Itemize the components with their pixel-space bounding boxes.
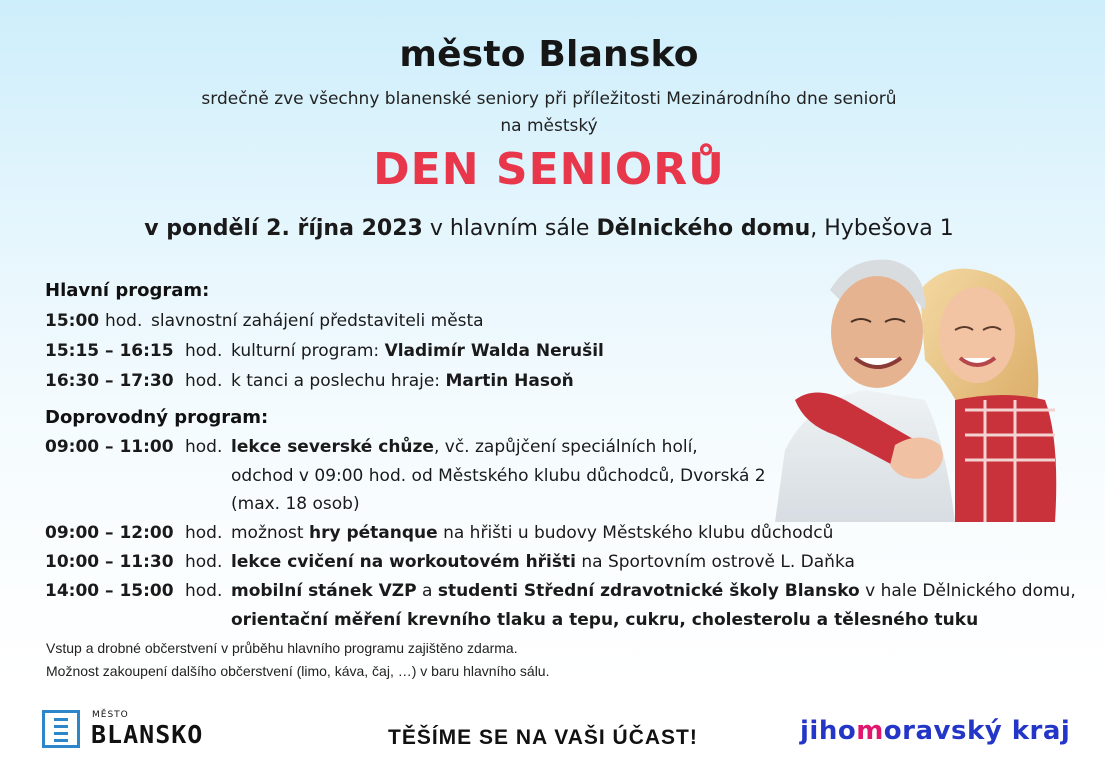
program-time: 16:30 – 17:30	[45, 371, 174, 391]
logo-big-text: BLANSKO	[91, 720, 204, 749]
program-text	[231, 581, 1076, 601]
program-text-plain: , vč. zapůjčení speciálních holí,	[433, 437, 698, 457]
event-date: v pondělí 2. října 2023	[144, 216, 423, 241]
program-text	[231, 371, 574, 391]
city-title: město Blansko	[399, 34, 699, 75]
place-address: , Hybešova 1	[810, 216, 954, 241]
program-performer: Martin Hasoň	[445, 371, 574, 391]
region-text-b: m	[856, 716, 884, 746]
program-activity: lekce severské chůze	[231, 437, 434, 457]
program-performer: Vladimír Walda Nerušil	[384, 341, 604, 361]
note-refreshment: Možnost zakoupení dalšího občerstvení (limo, káva, čaj, …) v baru hlavního sálu.	[46, 663, 550, 679]
program-text: slavnostní zahájení představiteli města	[151, 311, 484, 331]
program-text: (max. 18 osob)	[231, 494, 360, 514]
program-activity: orientační měření krevního tlaku a tepu, cukru, cholesterolu a tělesného tuku	[231, 610, 979, 630]
program-text-plain: kulturní program:	[231, 341, 385, 361]
program-time: 09:00 – 12:00	[45, 523, 174, 543]
program-hod: hod.	[105, 311, 143, 331]
program-hod: hod.	[185, 581, 223, 601]
program-text	[231, 341, 604, 361]
event-date-place	[0, 216, 1098, 241]
slogan: TĚŠÍME SE NA VAŠI ÚČAST!	[388, 726, 698, 749]
program-hod: hod.	[185, 437, 223, 457]
program-time: 14:00 – 15:00	[45, 581, 174, 601]
blansko-logo-icon	[42, 710, 80, 748]
invite-text	[0, 86, 1098, 140]
program-activity: studenti Střední zdravotnické školy Blansko	[437, 581, 860, 601]
place-venue: Dělnického domu	[596, 216, 811, 241]
invite-line-1: srdečně zve všechny blanenské seniory při příležitosti Mezinárodního dne seniorů	[201, 89, 897, 109]
program-text-plain: na Sportovním ostrově L. Daňka	[575, 552, 855, 572]
program-time: 10:00 – 11:30	[45, 552, 174, 572]
program-text-plain: na hřišti u budovy Městského klubu důchodců	[437, 523, 834, 543]
region-text-a: jiho	[800, 716, 857, 746]
program-hod: hod.	[185, 341, 223, 361]
main-program-heading: Hlavní program:	[45, 280, 210, 301]
program-time: 15:00	[45, 311, 100, 331]
blansko-logo	[42, 708, 242, 752]
program-text	[231, 552, 855, 572]
senior-couple-photo	[755, 250, 1060, 522]
logo-small-text: MĚSTO	[92, 710, 129, 720]
program-text-plain: k tanci a poslechu hraje:	[231, 371, 446, 391]
program-time: 09:00 – 11:00	[45, 437, 174, 457]
program-text-plain: možnost	[231, 523, 309, 543]
program-activity: hry pétanque	[309, 523, 438, 543]
program-hod: hod.	[185, 371, 223, 391]
program-activity: lekce cvičení na workoutovém hřišti	[231, 552, 576, 572]
event-name: DEN SENIORŮ	[373, 144, 725, 195]
region-logo	[800, 716, 1070, 746]
program-hod: hod.	[185, 523, 223, 543]
side-program-heading: Doprovodný program:	[45, 407, 269, 428]
program-text-plain: a	[416, 581, 438, 601]
place-text: v hlavním sále	[422, 216, 597, 241]
program-text	[231, 437, 698, 457]
note-entry: Vstup a drobné občerstvení v průběhu hlavního programu zajištěno zdarma.	[46, 640, 518, 656]
region-text-c: oravský kraj	[883, 716, 1071, 746]
program-hod: hod.	[185, 552, 223, 572]
program-text	[231, 523, 833, 543]
program-text: odchod v 09:00 hod. od Městského klubu důchodců, Dvorská 2	[231, 466, 766, 486]
program-activity: mobilní stánek VZP	[231, 581, 417, 601]
invite-line-2: na městský	[500, 116, 598, 136]
program-time: 15:15 – 16:15	[45, 341, 174, 361]
program-text-plain: v hale Dělnického domu,	[859, 581, 1076, 601]
